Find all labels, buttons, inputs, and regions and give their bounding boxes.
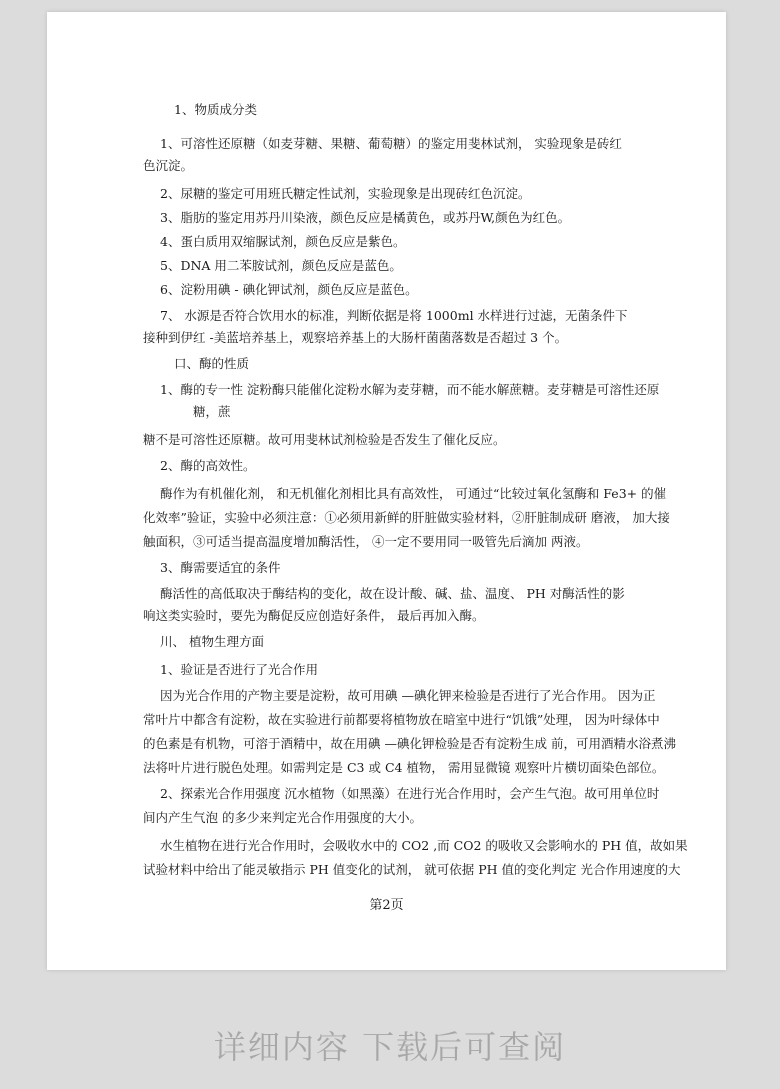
text-line: 试验材料中给出了能灵敏指示 PH 值变化的试剂， 就可依据 PH 值的变化判定 光合作用速度的大 xyxy=(143,862,681,877)
text-line: 间内产生气泡 的多少来判定光合作用强度的大小。 xyxy=(143,810,422,825)
section-heading: 1、物质成分类 xyxy=(174,102,257,117)
text-line: 6、淀粉用碘 - 碘化钾试剂，颜色反应是蓝色。 xyxy=(160,282,418,297)
text-line: 5、DNA 用二苯胺试剂，颜色反应是蓝色。 xyxy=(160,258,402,273)
text-line: 酶活性的高低取决于酶结构的变化，故在设计酸、碱、盐、温度、 PH 对酶活性的影 xyxy=(160,586,625,601)
text-line: 化效率”验证，实验中必须注意：①必须用新鲜的肝脏做实验材料，②肝脏制成研 磨液， 加大接 xyxy=(143,510,670,525)
text-line: 1、可溶性还原糖（如麦芽糖、果糖、葡萄糖）的鉴定用斐林试剂， 实验现象是砖红 xyxy=(160,136,622,151)
text-line: 3、脂肪的鉴定用苏丹川染液，颜色反应是橘黄色，或苏丹W,颜色为红色。 xyxy=(160,210,571,225)
text-line: 糖，蔗 xyxy=(193,404,231,419)
text-line: 的色素是有机物，可溶于酒精中，故在用碘 —碘化钾检验是否有淀粉生成 前，可用酒精水浴煮沸 xyxy=(143,736,676,751)
text-line: 酶作为有机催化剂， 和无机催化剂相比具有高效性， 可通过“比较过氧化氢酶和 Fe3+ 的催 xyxy=(160,486,667,501)
document-page xyxy=(47,12,726,970)
text-line: 2、酶的高效性。 xyxy=(160,458,256,473)
text-line: 糖不是可溶性还原糖。故可用斐林试剂检验是否发生了催化反应。 xyxy=(143,432,506,447)
text-line: 2、尿糖的鉴定可用班氏糖定性试剂，实验现象是出现砖红色沉淀。 xyxy=(160,186,531,201)
text-line: 4、蛋白质用双缩脲试剂，颜色反应是紫色。 xyxy=(160,234,406,249)
text-line: 1、酶的专一性 淀粉酶只能催化淀粉水解为麦芽糖，而不能水解蔗糖。麦芽糖是可溶性还原 xyxy=(160,382,660,397)
text-line: 7、 水源是否符合饮用水的标准，判断依据是将 1000ml 水样进行过滤，无菌条件下 xyxy=(160,308,628,323)
text-line: 接种到伊红 -美蓝培养基上，观察培养基上的大肠杆菌菌落数是否超过 3 个。 xyxy=(143,330,568,345)
text-line: 触面积，③可适当提高温度增加酶活性， ④一定不要用同一吸管先后滴加 两液。 xyxy=(143,534,589,549)
text-line: 因为光合作用的产物主要是淀粉，故可用碘 —碘化钾来检验是否进行了光合作用。 因为正 xyxy=(160,688,656,703)
text-line: 2、探索光合作用强度 沉水植物（如黑藻）在进行光合作用时，会产生气泡。故可用单位时 xyxy=(160,786,660,801)
section-heading: 川、 植物生理方面 xyxy=(160,634,264,649)
text-line: 响这类实验时，要先为酶促反应创造好条件， 最后再加入酶。 xyxy=(143,608,485,623)
text-line: 常叶片中都含有淀粉，故在实验进行前都要将植物放在暗室中进行“饥饿”处理， 因为叶绿体中 xyxy=(143,712,660,727)
text-line: 水生植物在进行光合作用时，会吸收水中的 CO2 ,而 CO2 的吸收又会影响水的 PH 值，故如果 xyxy=(160,838,688,853)
text-line: 1、验证是否进行了光合作用 xyxy=(160,662,318,677)
text-line: 3、酶需要适宜的条件 xyxy=(160,560,281,575)
text-line: 色沉淀。 xyxy=(143,158,194,173)
text-line: 法将叶片进行脱色处理。如需判定是 C3 或 C4 植物， 需用显微镜 观察叶片横切面染色部位。 xyxy=(143,760,665,775)
section-heading: 口、酶的性质 xyxy=(174,356,250,371)
download-caption: 详细内容 下载后可查阅 xyxy=(213,1028,567,1066)
page-number: 第2页 xyxy=(369,898,404,913)
